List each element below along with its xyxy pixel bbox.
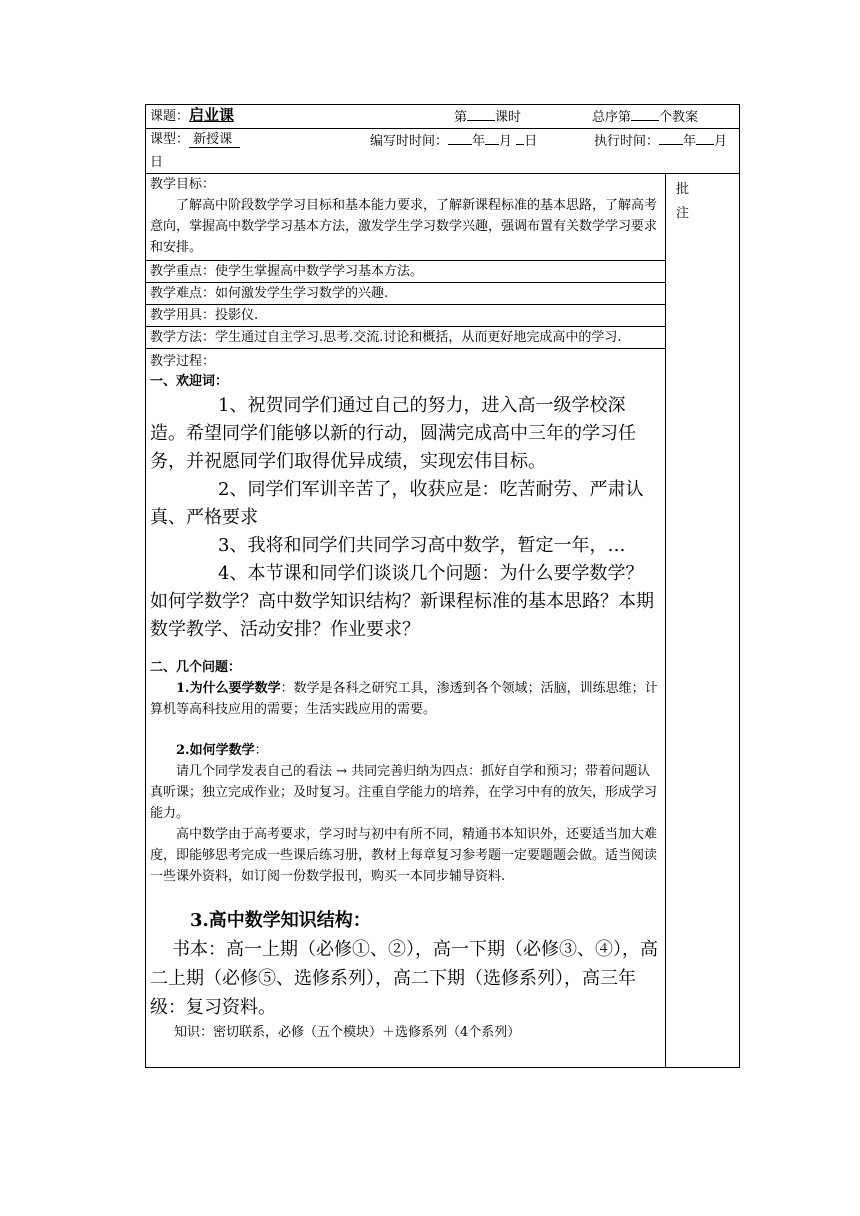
question-2-colon: ： <box>254 743 268 758</box>
process-label: 教学过程： <box>150 354 216 369</box>
lesson-suffix: 课时 <box>495 110 522 125</box>
write-month: 月 <box>499 134 513 149</box>
method-row <box>146 327 740 349</box>
exec-year: 年 <box>683 134 697 149</box>
write-time-label: 编写时时间： <box>370 134 449 149</box>
question-1-text: ：数学是各科之研究工具，渗透到各个领域；活脑，训练思维；计算机等高科技应用的需要；生活实践应用的需要。 <box>150 681 658 717</box>
welcome-paragraph-4: 4、本节课和同学们谈谈几个问题：为什么要学数学？如何学数学？高中数学知识结构？新课程标准的基本思路？本期数学教学、活动安排？作业要求？ <box>150 563 654 640</box>
lesson-plan-table <box>145 104 740 1068</box>
type-time-row <box>146 129 740 174</box>
annotation-char-2: 注 <box>676 206 690 221</box>
welcome-paragraph-2: 2、同学们军训辛苦了，收获应是：吃苦耐劳、严肃认真、严格要求 <box>150 479 644 528</box>
topic-title: 启业课 <box>189 106 235 124</box>
total-prefix: 总序第 <box>592 110 632 125</box>
question-3-title: 3.高中数学知识结构： <box>190 910 371 931</box>
question-3-book: 书本：高一上期（必修①、②），高一下期（必修③、④），高二上期（必修⑤、选修系列），高二下期（选修系列），高三年级：复习资料。 <box>150 939 658 1018</box>
lesson-number <box>454 105 592 128</box>
exec-time-label: 执行时间： <box>594 134 660 149</box>
question-3-knowledge: 知识：密切联系，必修（五个模块）＋选修系列（4个系列） <box>174 1025 521 1040</box>
difficulty-text: 教学难点：如何激发学生学习数学的兴趣. <box>150 286 389 301</box>
welcome-paragraph-1: 1、祝贺同学们通过自己的努力，进入高一级学校深造。希望同学们能够以新的行动，圆满完成高中三年的学习任务，并祝愿同学们取得优异成绩，实现宏伟目标。 <box>150 395 636 472</box>
focus-text: 教学重点：使学生掌握高中数学学习基本方法。 <box>150 264 424 279</box>
tools-text: 教学用具：投影仪. <box>150 308 259 323</box>
write-day-blank <box>516 129 524 145</box>
question-1 <box>150 678 661 720</box>
process-row <box>146 349 740 1068</box>
question-2-heading <box>150 740 661 761</box>
write-time <box>370 129 594 152</box>
lesson-type <box>150 129 370 152</box>
write-day: 日 <box>524 134 538 149</box>
lesson-plan-sheet <box>145 104 739 1068</box>
question-2-paragraph-1: 请几个同学发表自己的看法 → 共同完善归纳为四点：抓好自学和预习；带着问题认真听课；独立完成作业；及时复习。注重自学能力的培养，在学习中有的放矢，形成学习能力。 <box>150 764 658 821</box>
method-text: 教学方法：学生通过自主学习.思考.交流.讨论和概括，从而更好地完成高中的学习. <box>150 330 622 345</box>
write-year-blank <box>448 129 472 145</box>
difficulty-row <box>146 283 740 305</box>
topic-label: 课题： <box>150 109 190 124</box>
lesson-prefix: 第 <box>454 110 468 125</box>
exec-month-blank <box>696 129 714 145</box>
section-1-title: 一、欢迎词： <box>150 374 229 389</box>
welcome-paragraph-3: 3、我将和同学们共同学习高中数学，暂定一年，… <box>218 535 626 556</box>
lesson-blank <box>467 105 495 121</box>
header-row <box>146 105 740 129</box>
section-2-title: 二、几个问题： <box>150 660 242 675</box>
tools-row <box>146 305 740 327</box>
write-year: 年 <box>472 134 486 149</box>
type-value <box>189 132 240 148</box>
type-label: 课型： <box>150 132 190 147</box>
goal-label: 教学目标： <box>150 177 216 192</box>
question-1-title: 1.为什么要学数学 <box>176 681 281 696</box>
goal-text: 了解高中阶段数学学习目标和基本能力要求，了解新课程标准的基本思路，了解高考意向，掌握高中数学学习基本方法，激发学生学习数学兴趣，强调布置有关数学学习要求和安排。 <box>150 198 658 255</box>
total-blank <box>631 105 659 121</box>
exec-month: 月 <box>714 134 728 149</box>
type-value-text: 新授课 <box>193 132 233 147</box>
total-suffix: 个教案 <box>659 110 699 125</box>
question-2-title: 2.如何学数学 <box>176 743 255 758</box>
exec-time <box>594 129 727 152</box>
topic-cell <box>150 105 454 128</box>
question-2-paragraph-2: 高中数学由于高考要求，学习时与初中有所不同，精通书本知识外，还要适当加大难度，即能够思考完成一些课后练习册，教材上每章复习参考题一定要题题会做。适当阅读一些课外资料，如订阅一份数学报刊，购买一本同步辅导资料. <box>150 827 658 884</box>
total-number <box>592 105 698 128</box>
exec-day: 日 <box>150 155 164 170</box>
exec-year-blank <box>659 129 683 145</box>
write-month-blank <box>485 129 499 145</box>
annotation-column <box>666 174 740 1068</box>
focus-row <box>146 261 740 283</box>
annotation-char-1: 批 <box>676 182 690 197</box>
goal-row <box>146 174 740 261</box>
